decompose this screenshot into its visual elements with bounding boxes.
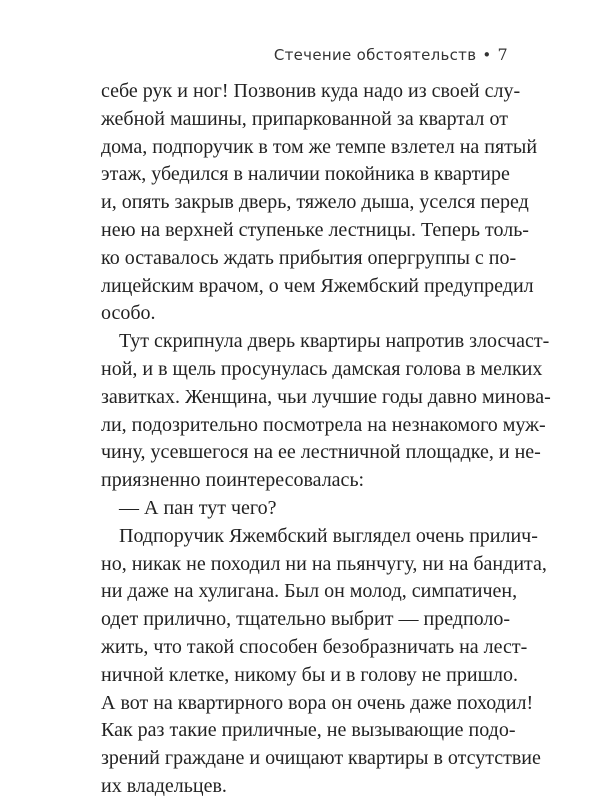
text-line: одет прилично, тщательно выбрит — предполо- [101, 608, 511, 631]
paragraph-2 [101, 328, 551, 495]
text-line: себе рук и ног! Позвонив куда надо из своей слу- [101, 80, 521, 102]
text-line: нею на верхней ступеньке лестницы. Теперь толь- [101, 218, 529, 241]
paragraph-1 [101, 78, 538, 328]
text-line: жить, что такой способен безобразничать на лест- [101, 635, 528, 658]
text-line: Как раз такие приличные, не вызывающие подо- [101, 719, 516, 742]
text-line: ной, и в щель просунулась дамская голова в мелких [101, 357, 543, 380]
text-line: ко оставалось ждать прибытия опергруппы с по- [101, 246, 517, 269]
text-line: А вот на квартирного вора он очень даже походил! [101, 691, 534, 714]
text-line: лицейским врачом, о чем Яжембский предупредил [101, 274, 534, 297]
text-line: жебной машины, припаркованной за квартал от [101, 107, 508, 130]
text-line: особо. [101, 302, 156, 325]
chapter-title: Стечение обстоятельств [273, 46, 477, 64]
text-line: ни даже на хулигана. Был он молод, симпатичен, [101, 580, 518, 603]
text-line: этаж, убедился в наличии покойника в квартире [101, 163, 510, 186]
header-separator: • [482, 46, 492, 64]
dialogue-line: — А пан тут чего? [119, 496, 277, 519]
paragraph-4 [101, 523, 547, 801]
paragraph-3-dialogue [101, 495, 508, 523]
body-text [101, 78, 551, 801]
text-line: Подпоручик Яжембский выглядел очень прилич- [119, 524, 538, 547]
text-line: приязненно поинтересовалась: [101, 469, 365, 492]
running-header [274, 45, 508, 64]
text-line: Тут скрипнула дверь квартиры напротив злосчаст- [119, 330, 550, 353]
text-line: завитках. Женщина, чьи лучшие годы давно минова- [101, 385, 551, 408]
text-line: и, опять закрыв дверь, тяжело дыша, уселся перед [101, 191, 529, 214]
text-line: дома, подпоручик в том же темпе взлетел на пятый [101, 135, 538, 158]
text-line: ничной клетке, никому бы и в голову не пришло. [101, 663, 518, 686]
text-line: но, никак не походил ни на пьянчугу, ни на бандита, [101, 552, 547, 575]
text-line: их владельцев. [101, 774, 227, 797]
text-line: зрений граждане и очищают квартиры в отсутствие [101, 747, 541, 770]
text-line: чину, усевшегося на ее лестничной площадке, и не- [101, 441, 541, 464]
text-line: ли, подозрительно посмотрела на незнакомого муж- [101, 413, 546, 436]
page-number: 7 [497, 45, 508, 64]
